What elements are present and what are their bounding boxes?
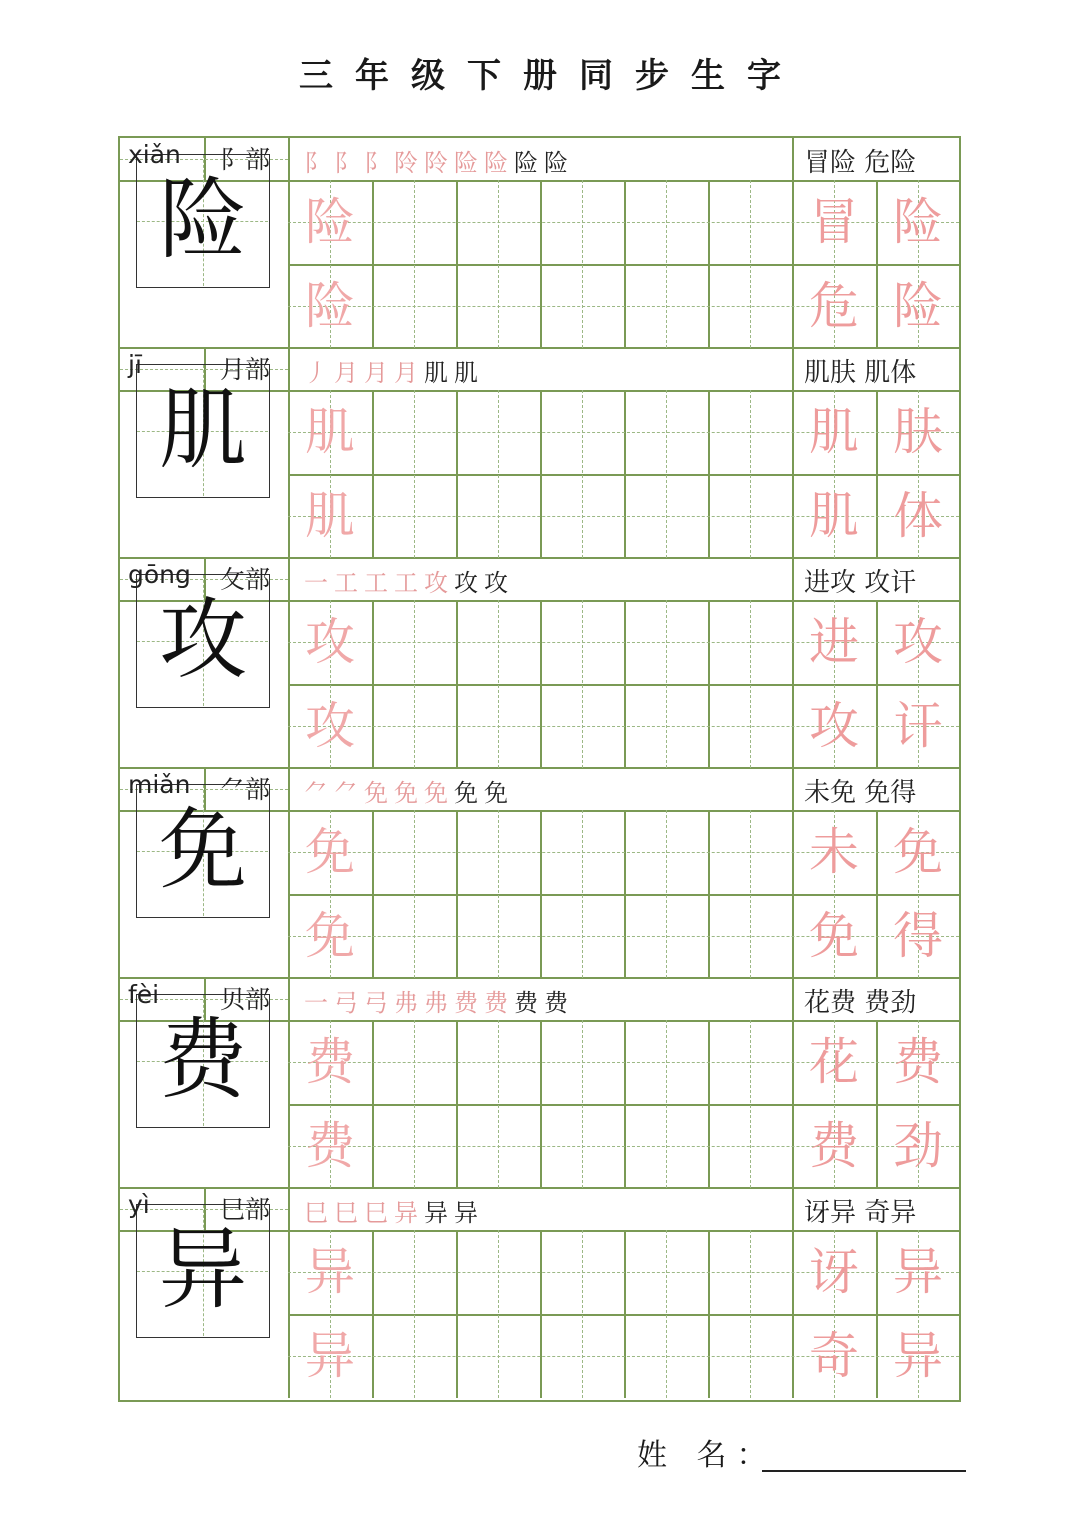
stroke-step: 阝 (364, 149, 388, 177)
trace-word-character: 异 (893, 1327, 943, 1385)
practice-cell[interactable] (372, 600, 456, 684)
practice-cell[interactable] (456, 1230, 540, 1314)
trace-word-character: 讦 (893, 697, 943, 755)
practice-cell[interactable] (624, 684, 708, 768)
radical: 月部 (220, 355, 271, 384)
model-character: 费 (158, 1008, 247, 1111)
pinyin: yì (128, 1190, 150, 1219)
example-words: 肌肤 肌体 (804, 358, 917, 388)
trace-word-character: 攻 (809, 697, 859, 755)
trace-word-character: 冒 (809, 193, 859, 251)
practice-cell[interactable] (372, 1230, 456, 1314)
practice-cell[interactable] (624, 1020, 708, 1104)
stroke-step: 阝 (334, 149, 358, 177)
practice-cell[interactable] (540, 600, 624, 684)
practice-cell[interactable] (372, 684, 456, 768)
stroke-step: 一 (304, 989, 328, 1017)
practice-cell[interactable] (540, 1020, 624, 1104)
stroke-step: ⺈ (304, 779, 328, 807)
practice-cell[interactable] (624, 180, 708, 264)
name-blank-line[interactable] (762, 1470, 966, 1472)
trace-character: 异 (305, 1327, 355, 1385)
stroke-step: 一 (304, 569, 328, 597)
practice-cell[interactable] (540, 474, 624, 558)
trace-word-character: 险 (893, 193, 943, 251)
trace-word-character: 得 (893, 907, 943, 965)
stroke-step: 险 (454, 149, 478, 177)
character-block (120, 558, 959, 768)
practice-cell[interactable] (372, 264, 456, 348)
stroke-step: 丿 (304, 359, 328, 387)
trace-word-character: 费 (809, 1117, 859, 1175)
stroke-step: 阝 (304, 149, 328, 177)
page-title: 三年级下册同步生字 (299, 56, 803, 96)
practice-cell[interactable] (456, 1020, 540, 1104)
stroke-step: 异 (394, 1199, 418, 1227)
practice-cell[interactable] (624, 474, 708, 558)
practice-cell[interactable] (456, 810, 540, 894)
stroke-step: 巳 (304, 1199, 328, 1227)
stroke-order (304, 563, 514, 598)
stroke-step: 险 (544, 149, 568, 177)
trace-word-character: 肤 (893, 403, 943, 461)
stroke-step: 巳 (334, 1199, 358, 1227)
trace-word-character: 危 (809, 277, 859, 335)
stroke-step: 月 (394, 359, 418, 387)
trace-word-character: 费 (893, 1033, 943, 1091)
stroke-step: 攻 (484, 569, 508, 597)
stroke-step: 弗 (424, 989, 448, 1017)
example-words: 未免 免得 (804, 778, 917, 808)
trace-character: 攻 (305, 697, 355, 755)
practice-cell[interactable] (708, 810, 792, 894)
practice-cell[interactable] (708, 1230, 792, 1314)
trace-word-character: 讶 (809, 1243, 859, 1301)
stroke-step: 免 (454, 779, 478, 807)
pinyin: gōng (128, 560, 191, 589)
stroke-step: 月 (334, 359, 358, 387)
practice-cell[interactable] (372, 1314, 456, 1398)
practice-cell[interactable] (708, 600, 792, 684)
model-character: 异 (158, 1218, 247, 1321)
trace-character: 肌 (305, 403, 355, 461)
radical: 巳部 (220, 1195, 271, 1224)
practice-cell[interactable] (624, 1314, 708, 1398)
practice-cell[interactable] (540, 1104, 624, 1188)
stroke-step: 险 (514, 149, 538, 177)
stroke-order (304, 1193, 484, 1228)
stroke-step: 工 (364, 569, 388, 597)
practice-cell[interactable] (456, 600, 540, 684)
stroke-step: 异 (454, 1199, 478, 1227)
trace-word-character: 进 (809, 613, 859, 671)
practice-cell[interactable] (624, 1104, 708, 1188)
stroke-step: 异 (424, 1199, 448, 1227)
stroke-step: 免 (364, 779, 388, 807)
trace-character: 异 (305, 1243, 355, 1301)
radical: ⺈部 (220, 775, 271, 804)
trace-character: 险 (305, 277, 355, 335)
practice-cell[interactable] (372, 1104, 456, 1188)
worksheet-grid (118, 136, 961, 1402)
practice-cell[interactable] (624, 390, 708, 474)
trace-word-character: 劲 (893, 1117, 943, 1175)
trace-word-character: 异 (893, 1243, 943, 1301)
practice-cell[interactable] (708, 1020, 792, 1104)
pinyin: jī (128, 350, 142, 379)
trace-character: 肌 (305, 487, 355, 545)
radical: 攵部 (220, 565, 271, 594)
trace-character: 费 (305, 1117, 355, 1175)
radical: 贝部 (220, 985, 271, 1014)
name-label: 姓 名： (637, 1438, 777, 1473)
practice-cell[interactable] (540, 180, 624, 264)
trace-word-character: 花 (809, 1033, 859, 1091)
stroke-step: 工 (334, 569, 358, 597)
practice-cell[interactable] (456, 180, 540, 264)
practice-cell[interactable] (624, 1230, 708, 1314)
practice-cell[interactable] (372, 810, 456, 894)
practice-cell[interactable] (456, 894, 540, 978)
stroke-step: 免 (394, 779, 418, 807)
stroke-step: 攻 (454, 569, 478, 597)
character-block (120, 138, 959, 348)
stroke-step: 险 (484, 149, 508, 177)
trace-character: 攻 (305, 613, 355, 671)
practice-cell[interactable] (456, 390, 540, 474)
trace-word-character: 奇 (809, 1327, 859, 1385)
practice-cell[interactable] (708, 474, 792, 558)
trace-word-character: 免 (893, 823, 943, 881)
practice-cell[interactable] (708, 894, 792, 978)
trace-character: 险 (305, 193, 355, 251)
practice-cell[interactable] (540, 894, 624, 978)
trace-character: 免 (305, 907, 355, 965)
practice-cell[interactable] (540, 1314, 624, 1398)
stroke-step: 月 (364, 359, 388, 387)
practice-cell[interactable] (456, 1104, 540, 1188)
practice-cell[interactable] (456, 1314, 540, 1398)
stroke-step: 免 (484, 779, 508, 807)
stroke-step: 费 (454, 989, 478, 1017)
practice-cell[interactable] (372, 180, 456, 264)
practice-cell[interactable] (624, 894, 708, 978)
stroke-step: 费 (514, 989, 538, 1017)
practice-cell[interactable] (372, 1020, 456, 1104)
character-block (120, 978, 959, 1188)
practice-cell[interactable] (624, 264, 708, 348)
example-words: 进攻 攻讦 (804, 568, 917, 598)
stroke-step: 弓 (334, 989, 358, 1017)
stroke-step: 肌 (424, 359, 448, 387)
pinyin: miǎn (128, 770, 191, 799)
practice-cell[interactable] (456, 264, 540, 348)
stroke-step: 阾 (424, 149, 448, 177)
practice-cell[interactable] (708, 1314, 792, 1398)
stroke-step: ⺈ (334, 779, 358, 807)
practice-cell[interactable] (624, 600, 708, 684)
practice-cell[interactable] (708, 264, 792, 348)
example-words: 花费 费劲 (804, 988, 917, 1018)
practice-cell[interactable] (372, 390, 456, 474)
practice-cell[interactable] (372, 474, 456, 558)
practice-cell[interactable] (708, 1104, 792, 1188)
trace-word-character: 攻 (893, 613, 943, 671)
trace-word-character: 肌 (809, 487, 859, 545)
practice-cell[interactable] (708, 684, 792, 768)
practice-cell[interactable] (708, 390, 792, 474)
stroke-order (304, 983, 574, 1018)
trace-word-character: 未 (809, 823, 859, 881)
character-block (120, 1188, 959, 1398)
stroke-step: 攻 (424, 569, 448, 597)
trace-word-character: 险 (893, 277, 943, 335)
stroke-step: 免 (424, 779, 448, 807)
trace-character: 免 (305, 823, 355, 881)
practice-cell[interactable] (540, 264, 624, 348)
stroke-order (304, 353, 484, 388)
stroke-step: 弓 (364, 989, 388, 1017)
character-block (120, 348, 959, 558)
trace-word-character: 免 (809, 907, 859, 965)
stroke-step: 巳 (364, 1199, 388, 1227)
trace-word-character: 肌 (809, 403, 859, 461)
pinyin: fèi (128, 980, 160, 1009)
model-character: 险 (158, 168, 247, 271)
model-character: 攻 (158, 588, 247, 691)
model-character: 肌 (158, 378, 247, 481)
practice-cell[interactable] (540, 1230, 624, 1314)
practice-cell[interactable] (372, 894, 456, 978)
stroke-step: 阾 (394, 149, 418, 177)
practice-cell[interactable] (456, 684, 540, 768)
stroke-step: 肌 (454, 359, 478, 387)
model-character: 免 (158, 798, 247, 901)
practice-cell[interactable] (540, 684, 624, 768)
stroke-step: 费 (484, 989, 508, 1017)
practice-cell[interactable] (624, 810, 708, 894)
trace-word-character: 体 (893, 487, 943, 545)
stroke-step: 费 (544, 989, 568, 1017)
practice-cell[interactable] (540, 390, 624, 474)
trace-character: 费 (305, 1033, 355, 1091)
radical: 阝部 (220, 145, 271, 174)
character-block (120, 768, 959, 978)
pinyin: xiǎn (128, 140, 181, 169)
stroke-order (304, 773, 514, 808)
example-words: 讶异 奇异 (804, 1198, 917, 1228)
stroke-order (304, 143, 574, 178)
practice-cell[interactable] (708, 180, 792, 264)
practice-cell[interactable] (456, 474, 540, 558)
practice-cell[interactable] (540, 810, 624, 894)
stroke-step: 工 (394, 569, 418, 597)
example-words: 冒险 危险 (804, 148, 917, 178)
stroke-step: 弗 (394, 989, 418, 1017)
